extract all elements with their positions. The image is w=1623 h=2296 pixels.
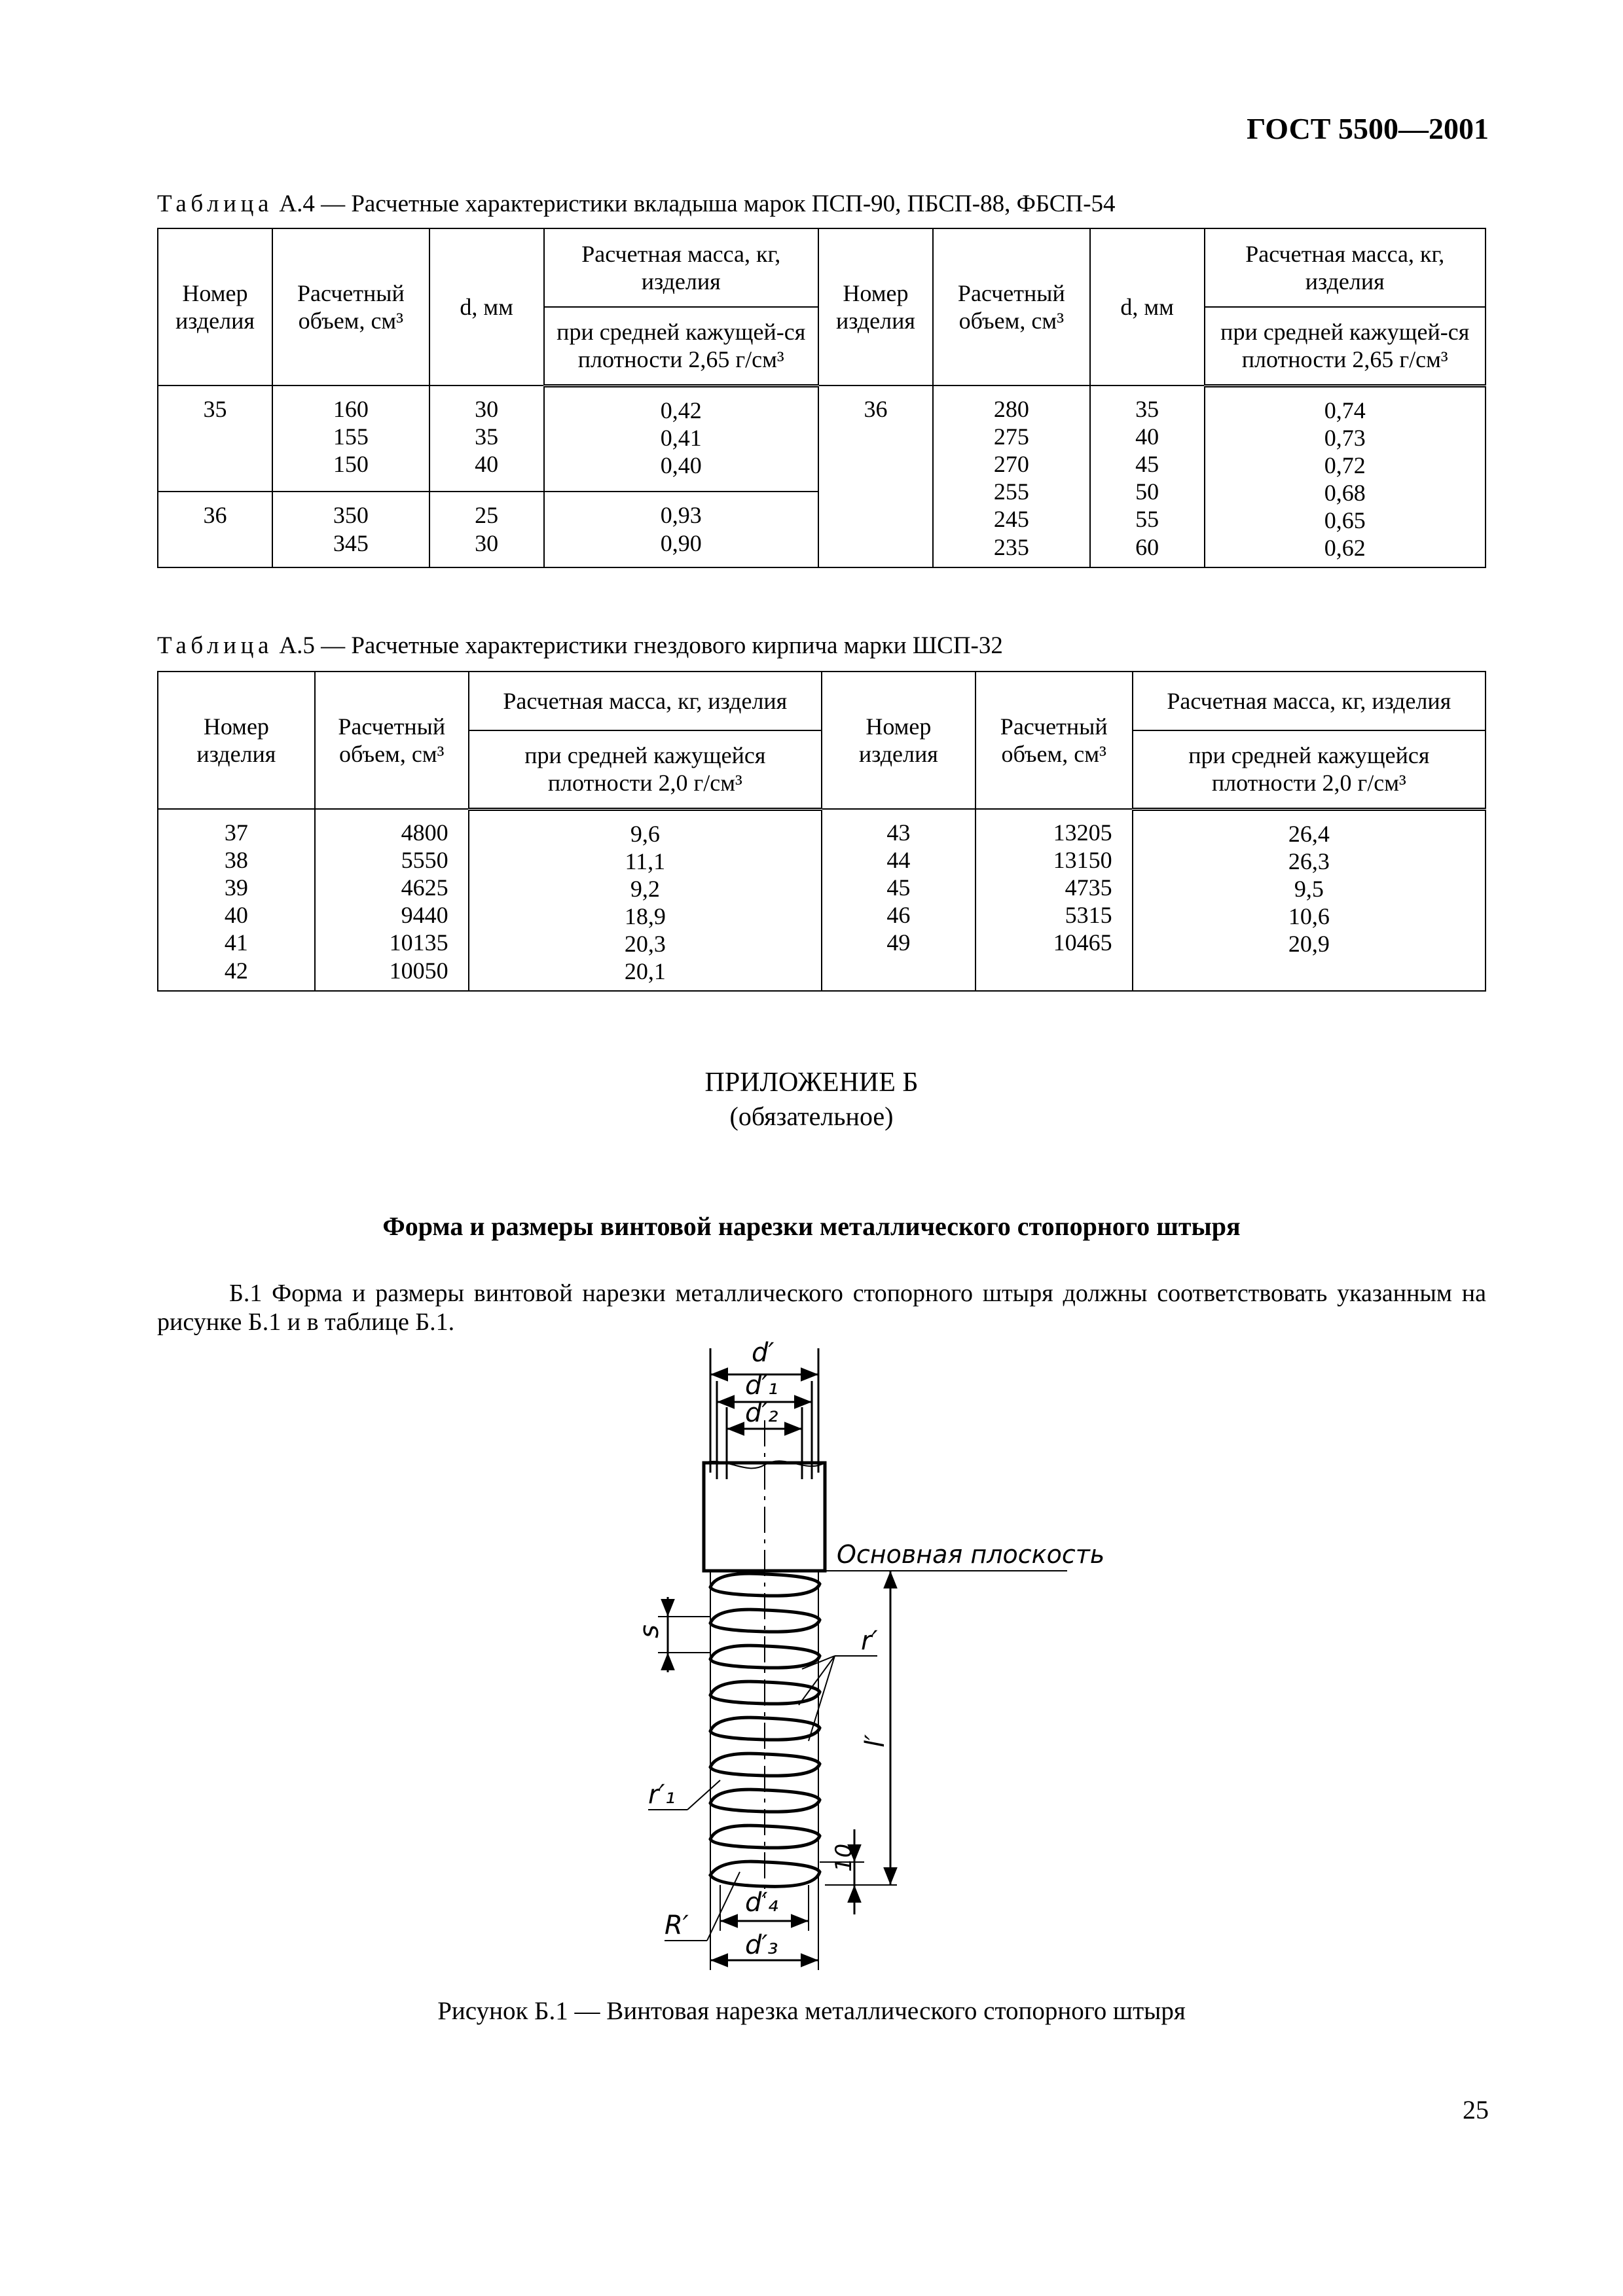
cell-mass: 9,6 11,1 9,2 18,9 20,3 20,1 [469, 809, 822, 991]
table-a5-caption [157, 632, 1003, 660]
cell-volume: 350 345 [272, 492, 429, 567]
cell-d: 35 40 45 50 55 60 [1090, 386, 1205, 567]
header-volume: Расчетный объем, см³ [933, 228, 1090, 386]
header-mass: Расчетная масса, кг, изделия [1133, 672, 1486, 730]
section-title: Форма и размеры винтовой нарезки металлического стопорного штыря [382, 1211, 1241, 1241]
cell-item: 43 44 45 46 49 [822, 809, 976, 991]
paragraph: Б.1 Форма и размеры винтовой нарезки металлического стопорного штыря должны соответствовать указанным на рисунке Б.1 и в таблице Б.1. [157, 1280, 1486, 1336]
cell-mass: 26,4 26,3 9,5 10,6 20,9 [1133, 809, 1486, 991]
appendix-subtitle: (обязательное) [729, 1102, 894, 1131]
appendix-title: ПРИЛОЖЕНИЕ Б [704, 1067, 919, 1098]
cell-mass: 0,93 0,90 [544, 492, 818, 567]
table-row [158, 386, 1486, 492]
header-density: при средней кажущей-ся плотности 2,65 г/см³ [544, 307, 818, 386]
header-volume: Расчетный объем, см³ [315, 672, 469, 809]
header-item: Номер изделия [818, 228, 933, 386]
label-s: s [634, 1624, 665, 1638]
header-item: Номер изделия [158, 672, 315, 809]
table-a5 [157, 671, 1486, 992]
cell-d: 25 30 [429, 492, 544, 567]
label-d2: d′₂ [745, 1398, 778, 1428]
cell-mass: 0,74 0,73 0,72 0,68 0,65 0,62 [1205, 386, 1486, 567]
header-mass: Расчетная масса, кг, изделия [544, 228, 818, 307]
cell-item: 37 38 39 40 41 42 [158, 809, 315, 991]
label-base-plane: Основная плоскость [837, 1540, 1105, 1569]
label-r1: r′₁ [648, 1780, 676, 1810]
cell-item: 35 [158, 386, 272, 492]
label-d3: d′₃ [745, 1930, 778, 1960]
figure-caption: Рисунок Б.1 — Винтовая нарезка металлического стопорного штыря [437, 1997, 1186, 2025]
document-header: ГОСТ 5500—2001 [1247, 112, 1489, 145]
table-label: Таблица [157, 190, 274, 217]
header-volume: Расчетный объем, см³ [976, 672, 1133, 809]
header-mass: Расчетная масса, кг, изделия [469, 672, 822, 730]
cell-volume: 280 275 270 255 245 235 [933, 386, 1090, 567]
table-a4 [157, 228, 1486, 568]
label-R: R′ [665, 1910, 689, 1941]
header-density: при средней кажущейся плотности 2,0 г/см³ [1133, 730, 1486, 809]
cell-d: 30 35 40 [429, 386, 544, 492]
table-a4-caption [157, 190, 1116, 218]
label-d: d′ [752, 1338, 775, 1368]
table-row [158, 809, 1486, 991]
thread-drawing [589, 1322, 1178, 1983]
header-density: при средней кажущейся плотности 2,0 г/см³ [469, 730, 822, 809]
table-label: Таблица [157, 632, 274, 659]
label-ten: 10 [831, 1843, 857, 1872]
cell-volume: 13205 13150 4735 5315 10465 [976, 809, 1133, 991]
cell-item: 36 [158, 492, 272, 567]
table-caption-text: А.5 — Расчетные характеристики гнездового кирпича марки ШСП-32 [273, 632, 1003, 659]
cell-volume: 4800 5550 4625 9440 10135 10050 [315, 809, 469, 991]
table-caption-text: А.4 — Расчетные характеристики вкладыша марок ПСП-90, ПБСП-88, ФБСП-54 [273, 190, 1116, 217]
header-d: d, мм [1090, 228, 1205, 386]
header-item: Номер изделия [822, 672, 976, 809]
cell-item: 36 [818, 386, 933, 567]
label-r: r′ [861, 1626, 878, 1656]
header-mass: Расчетная масса, кг, изделия [1205, 228, 1486, 307]
header-d: d, мм [429, 228, 544, 386]
label-d1: d′₁ [745, 1371, 778, 1401]
cell-mass: 0,42 0,41 0,40 [544, 386, 818, 492]
page-number: 25 [1463, 2095, 1489, 2125]
header-volume: Расчетный объем, см³ [272, 228, 429, 386]
header-density: при средней кажущей-ся плотности 2,65 г/см³ [1205, 307, 1486, 386]
header-item: Номер изделия [158, 228, 272, 386]
cell-volume: 160 155 150 [272, 386, 429, 492]
label-d4: d′₄ [745, 1888, 778, 1918]
label-l: l′ [860, 1734, 890, 1748]
